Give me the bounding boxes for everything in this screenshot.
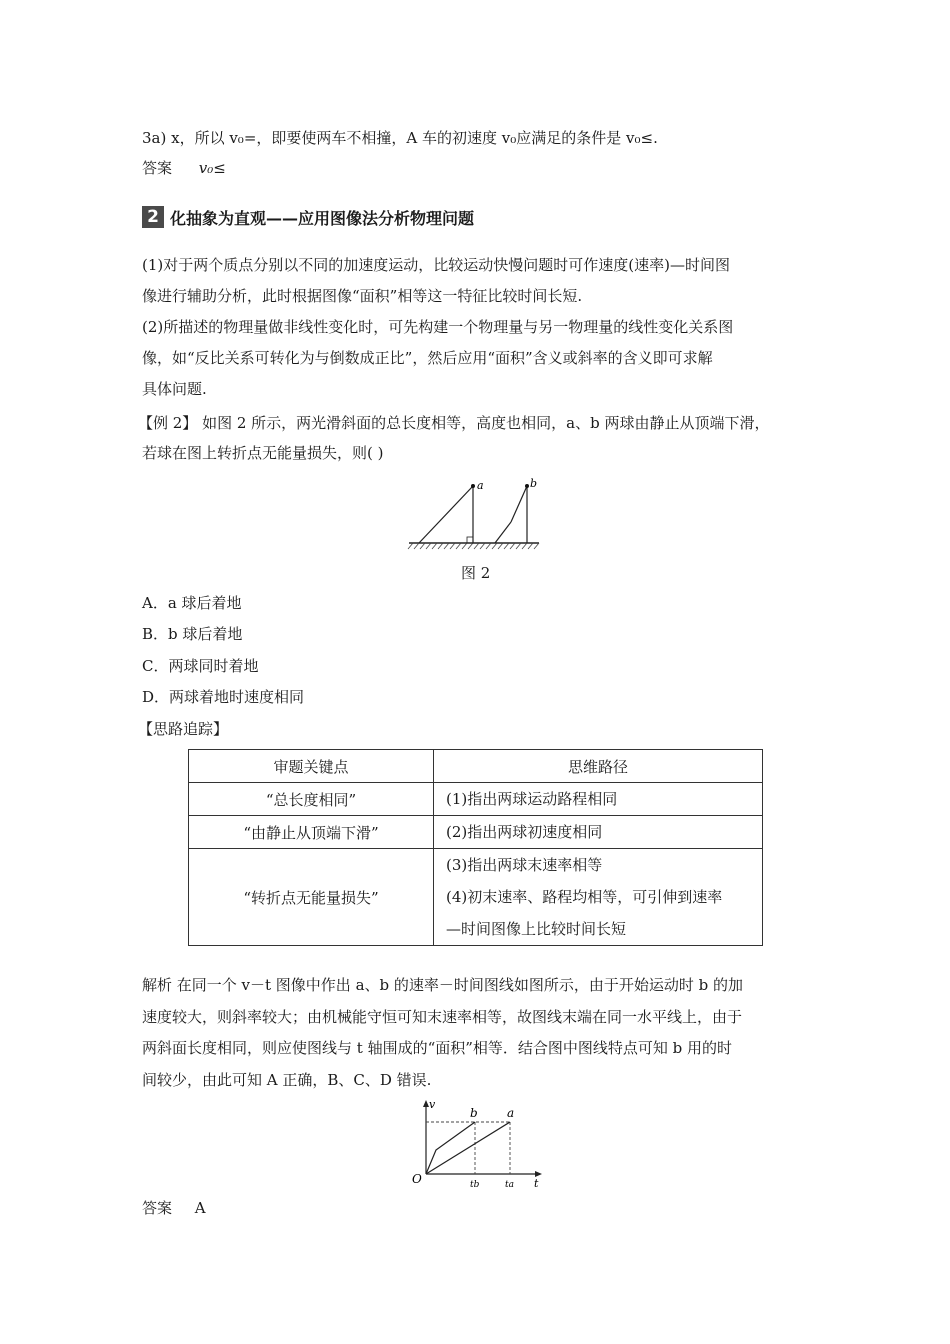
vt-axis-t: t (534, 1177, 539, 1190)
continuation-line: 3a) x，所以 v₀=，即要使两车不相撞，A 车的初速度 v₀应满足的条件是 v₀≤. (142, 129, 658, 147)
path-line: (3)指出两球末速率相等 (446, 856, 603, 874)
vt-label-a: a (507, 1106, 515, 1120)
option-c: C．两球同时着地 (142, 657, 259, 675)
option-b: B．b 球后着地 (142, 625, 243, 643)
answer-label: 答案 (142, 1199, 173, 1217)
table-path-cell (434, 849, 763, 946)
trace-table (188, 749, 763, 946)
option-a: A．a 球后着地 (142, 594, 242, 612)
table-row (189, 783, 763, 816)
figure-caption: 图 2 (461, 564, 491, 582)
table-header: 审题关键点 (189, 750, 434, 783)
table-key-cell: “总长度相同” (189, 783, 434, 816)
vt-origin: O (412, 1172, 422, 1186)
incline-figure (405, 472, 545, 552)
table-row (189, 849, 763, 946)
incline-label-b: b (530, 477, 538, 490)
section-title: 化抽象为直观——应用图像法分析物理问题 (170, 208, 475, 228)
vt-tick-tb: tb (470, 1180, 480, 1190)
table-row (189, 816, 763, 849)
section-heading (142, 204, 474, 230)
vt-label-b: b (470, 1106, 478, 1120)
answer-value: A (194, 1199, 206, 1217)
table-key-cell: “由静止从顶端下滑” (189, 816, 434, 849)
table-key-cell: “转折点无能量损失” (189, 849, 434, 946)
table-path-cell (434, 816, 763, 849)
analysis-line: 两斜面长度相同，则应使图线与 t 轴围成的“面积”相等．结合图中图线特点可知 b 用的时 (142, 1039, 733, 1057)
path-line: (2)指出两球初速度相同 (446, 823, 603, 841)
vt-axis-v: v (429, 1098, 436, 1111)
path-line: (1)指出两球运动路程相同 (446, 790, 618, 808)
paragraph-line: 具体问题. (142, 380, 207, 398)
table-header-row (189, 750, 763, 783)
answer-label: 答案 (142, 159, 173, 177)
paragraph-line: 像进行辅助分析，此时根据图像“面积”相等这一特征比较时间长短. (142, 287, 583, 305)
top-answer (142, 158, 226, 178)
example-line: 【例 2】 如图 2 所示，两光滑斜面的总长度相等，高度也相同，a、b 两球由静止从顶端下滑， (138, 414, 770, 432)
vt-tick-ta: ta (505, 1180, 514, 1190)
path-line: (4)初末速率、路程均相等，可引伸到速率 (446, 888, 723, 906)
table-path-cell (434, 783, 763, 816)
example-line: 若球在图上转折点无能量损失，则( ) (142, 444, 384, 462)
answer-value: v₀≤ (198, 159, 226, 177)
final-answer (142, 1198, 206, 1218)
incline-label-a: a (477, 479, 484, 492)
analysis-line: 解析 在同一个 v－t 图像中作出 a、b 的速率－时间图线如图所示，由于开始运动时 b 的加 (142, 976, 744, 994)
vt-graph (404, 1098, 554, 1193)
analysis-line: 速度较大，则斜率较大；由机械能守恒可知末速率相等，故图线末端在同一水平线上，由于 (142, 1008, 743, 1026)
path-line: —时间图像上比较时间长短 (446, 920, 627, 938)
analysis-line: 间较少，由此可知 A 正确，B、C、D 错误. (142, 1071, 432, 1089)
section-number: 2 (142, 206, 164, 228)
paragraph-line: (2)所描述的物理量做非线性变化时，可先构建一个物理量与另一物理量的线性变化关系图 (142, 318, 734, 336)
paragraph-line: 像，如“反比关系可转化为与倒数成正比”，然后应用“面积”含义或斜率的含义即可求解 (142, 349, 713, 367)
option-d: D．两球着地时速度相同 (142, 688, 305, 706)
trace-title: 【思路追踪】 (138, 720, 229, 738)
paragraph-line: (1)对于两个质点分别以不同的加速度运动，比较运动快慢问题时可作速度(速率)—时间图 (142, 256, 730, 274)
table-header: 思维路径 (434, 750, 763, 783)
